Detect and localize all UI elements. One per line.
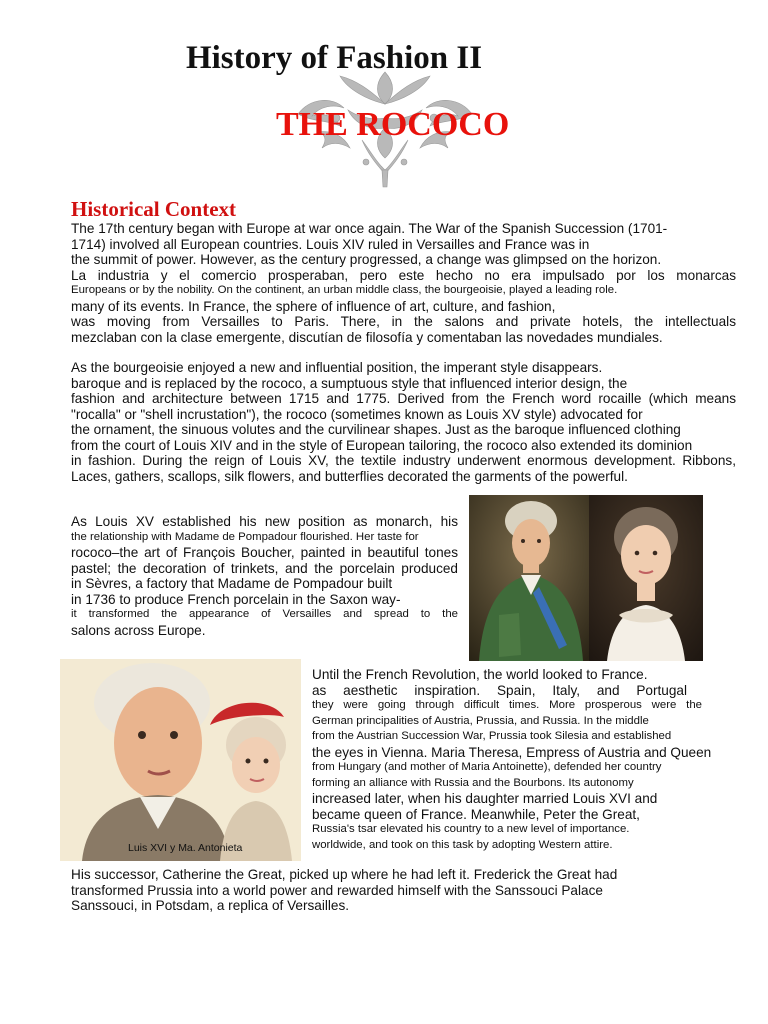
text-line: 1714) involved all European countries. Louis XIV ruled in Versailles and France was in bbox=[71, 236, 590, 252]
text-line: they were going through difficult times. More prosperous were the bbox=[312, 699, 702, 711]
text-line: the relationship with Madame de Pompadour flourished. Her taste for bbox=[71, 530, 419, 543]
paragraph-louis-xv bbox=[71, 514, 458, 638]
text-line: from the court of Louis XIV and in the style of European tailoring, the rococo also extended its dominion bbox=[71, 437, 693, 453]
section-heading: Historical Context bbox=[71, 197, 237, 221]
page-subtitle: THE ROCOCO bbox=[276, 106, 510, 143]
text-line: Sanssouci, in Potsdam, a replica of Versailles. bbox=[71, 898, 350, 913]
text-line: the summit of power. However, as the century progressed, a change was glimpsed on the horizon. bbox=[71, 252, 662, 267]
text-line: in fashion. During the reign of Louis XV, the textile industry underwent enormous development. Ribbons, bbox=[71, 453, 736, 468]
text-line: The 17th century began with Europe at war once again. The War of the Spanish Succession (1701- bbox=[71, 221, 668, 236]
text-line: in 1736 to produce French porcelain in the Saxon way- bbox=[71, 591, 401, 607]
text-line: the ornament, the sinuous volutes and the curvilinear shapes. Just as the baroque influenced clothing bbox=[71, 422, 681, 437]
text-line: baroque and is replaced by the rococo, a sumptuous style that influenced interior design, the bbox=[71, 375, 628, 391]
text-line: La industria y el comercio prosperaban, pero este hecho no era impulsado por los monarcas bbox=[71, 267, 736, 283]
text-line: rococo–the art of François Boucher, painted in beautiful tones bbox=[71, 545, 458, 560]
paragraph-historical-context-2 bbox=[71, 360, 736, 484]
text-line: transformed Prussia into a world power and rewarded himself with the Sanssouci Palace bbox=[71, 882, 603, 898]
paragraph-catherine-the-great bbox=[71, 867, 736, 914]
text-line: Laces, gathers, scallops, silk flowers, and butterflies decorated the garments of the powerful. bbox=[71, 468, 628, 484]
portrait-painting-icon bbox=[60, 659, 301, 861]
text-line: became queen of France. Meanwhile, Peter the Great, bbox=[312, 806, 640, 822]
text-line: from the Austrian Succession War, Prussia took Silesia and established bbox=[312, 730, 672, 742]
text-line: was moving from Versailles to Paris. There, in the salons and private hotels, the intellectuals bbox=[71, 314, 736, 329]
text-line: As the bourgeoisie enjoyed a new and influential position, the imperant style disappears. bbox=[71, 360, 603, 375]
text-line: as aesthetic inspiration. Spain, Italy, and Portugal bbox=[312, 682, 687, 698]
text-line: fashion and architecture between 1715 and 1775. Derived from the French word rocaille (which means bbox=[71, 391, 736, 406]
text-line: Russia's tsar elevated his country to a new level of importance. bbox=[312, 823, 630, 835]
text-line: forming an alliance with Russia and the Bourbons. Its autonomy bbox=[312, 776, 634, 789]
paragraph-french-revolution bbox=[312, 667, 725, 853]
image-caption: Luis XVI y Ma. Antonieta bbox=[128, 842, 243, 854]
text-line: Europeans or by the nobility. On the continent, an urban middle class, the bourgeoisie, played a leading role. bbox=[71, 284, 618, 296]
paragraph-historical-context-1 bbox=[71, 221, 736, 345]
text-line: mezclaban con la clase emergente, discutían de filosofía y comentaban las novedades mundiales. bbox=[71, 329, 663, 345]
text-line: increased later, when his daughter married Louis XVI and bbox=[312, 791, 658, 806]
louis-xvi-antoinette-image bbox=[60, 659, 301, 861]
louis-xv-pompadour-image bbox=[469, 495, 703, 661]
text-line: many of its events. In France, the sphere of influence of art, culture, and fashion, bbox=[71, 298, 556, 314]
text-line: from Hungary (and mother of Maria Antoinette), defended her country bbox=[312, 761, 662, 773]
text-line: As Louis XV established his new position as monarch, his bbox=[71, 514, 458, 529]
text-line: the eyes in Vienna. Maria Theresa, Empress of Austria and Queen bbox=[312, 744, 712, 760]
text-line: pastel; the decoration of trinkets, and the porcelain produced bbox=[71, 560, 458, 576]
text-line: in Sèvres, a factory that Madame de Pompadour built bbox=[71, 576, 393, 591]
text-line: Until the French Revolution, the world looked to France. bbox=[312, 667, 648, 682]
page-title: History of Fashion II bbox=[185, 40, 483, 76]
text-line: "rocalla" or "shell incrustation"), the rococo (sometimes known as Louis XV style) advocated for bbox=[71, 406, 643, 422]
text-line: worldwide, and took on this task by adopting Western attire. bbox=[312, 838, 613, 851]
text-line: it transformed the appearance of Versailles and spread to the bbox=[71, 608, 458, 620]
text-line: salons across Europe. bbox=[71, 622, 206, 638]
text-line: His successor, Catherine the Great, picked up where he had left it. Frederick the Great had bbox=[71, 867, 618, 882]
portrait-painting-icon bbox=[469, 495, 703, 661]
text-line: German principalities of Austria, Prussia, and Russia. In the middle bbox=[312, 714, 649, 727]
